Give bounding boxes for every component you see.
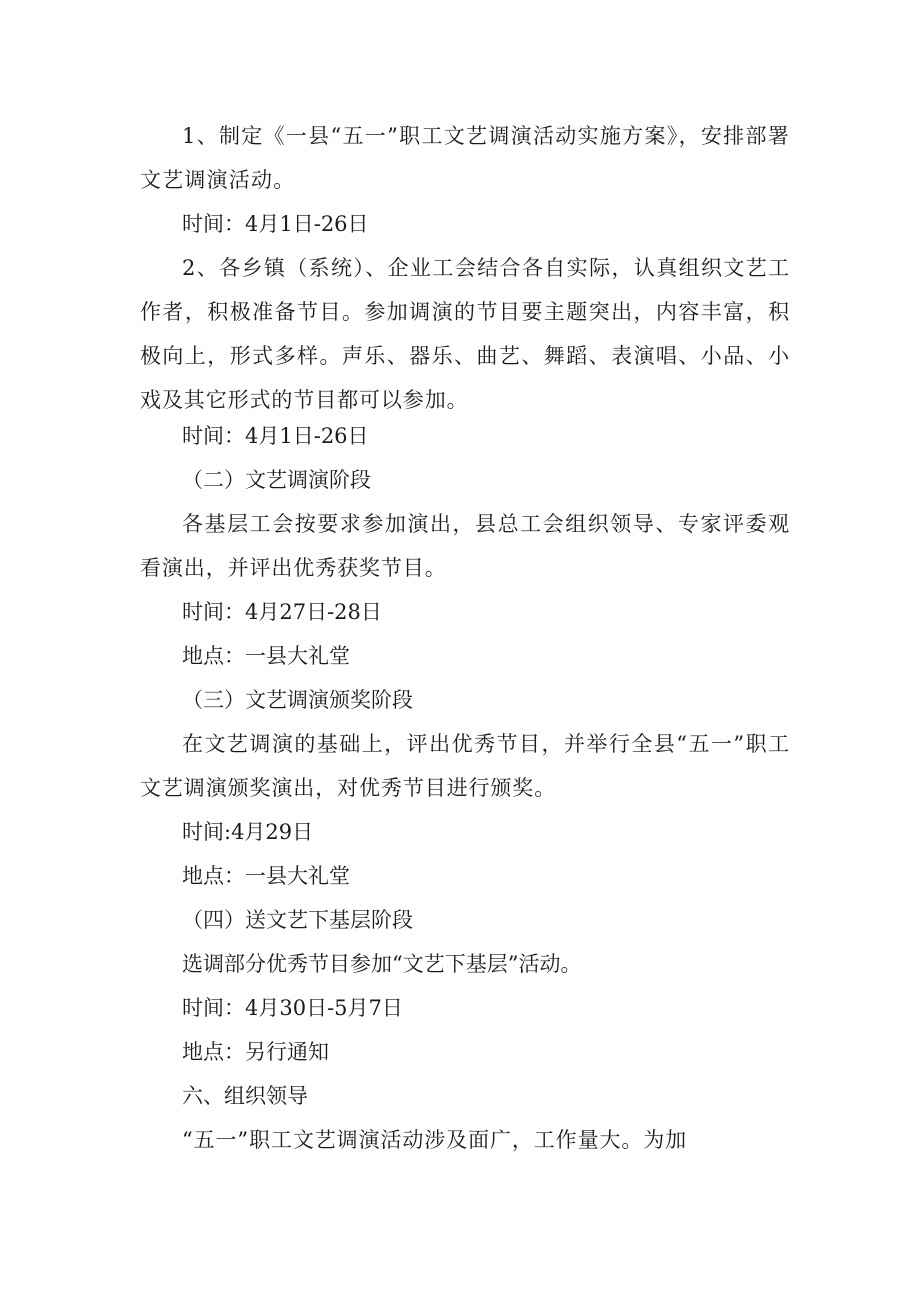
paragraph-performance: 各基层工会按要求参加演出，县总工会组织领导、专家评委观看演出，并评出优秀获奖节目。 [140,512,790,580]
paragraph-location-2: 地点：一县大礼堂 [182,864,350,888]
paragraph-organize: 2、各乡镇（系统）、企业工会结合各自实际，认真组织文艺工作者，积极准备节目。参加调演的节目要主题突出，内容丰富，积极向上，形式多样。声乐、器乐、曲艺、舞蹈、表演唱、小品、小戏及其它形式的节目都可以参加。 [140,256,790,412]
paragraph-plan: 1、制定《一县“五一”职工文艺调演活动实施方案》，安排部署文艺调演活动。 [140,124,790,192]
paragraph-award: 在文艺调演的基础上，评出优秀节目，并举行全县“五一”职工文艺调演颁奖演出，对优秀节目进行颁奖。 [140,732,790,800]
heading-organization: 六、组织领导 [182,1084,308,1108]
heading-stage-three: （三）文艺调演颁奖阶段 [182,688,413,712]
paragraph-grassroots: 选调部分优秀节目参加“文艺下基层”活动。 [182,952,582,976]
paragraph-time-2: 时间：4月1日-26日 [182,424,369,448]
paragraph-time-3: 时间：4月27日-28日 [182,600,382,624]
paragraph-time-1: 时间：4月1日-26日 [182,212,369,236]
paragraph-time-5: 时间：4月30日-5月7日 [182,996,403,1020]
heading-stage-two: （二）文艺调演阶段 [182,468,371,492]
paragraph-leadership: “五一”职工文艺调演活动涉及面广，工作量大。为加 [182,1128,688,1152]
paragraph-time-4: 时间:4月29日 [182,820,314,844]
paragraph-location-1: 地点：一县大礼堂 [182,644,350,668]
heading-stage-four: （四）送文艺下基层阶段 [182,908,413,932]
paragraph-location-3: 地点：另行通知 [182,1040,329,1064]
